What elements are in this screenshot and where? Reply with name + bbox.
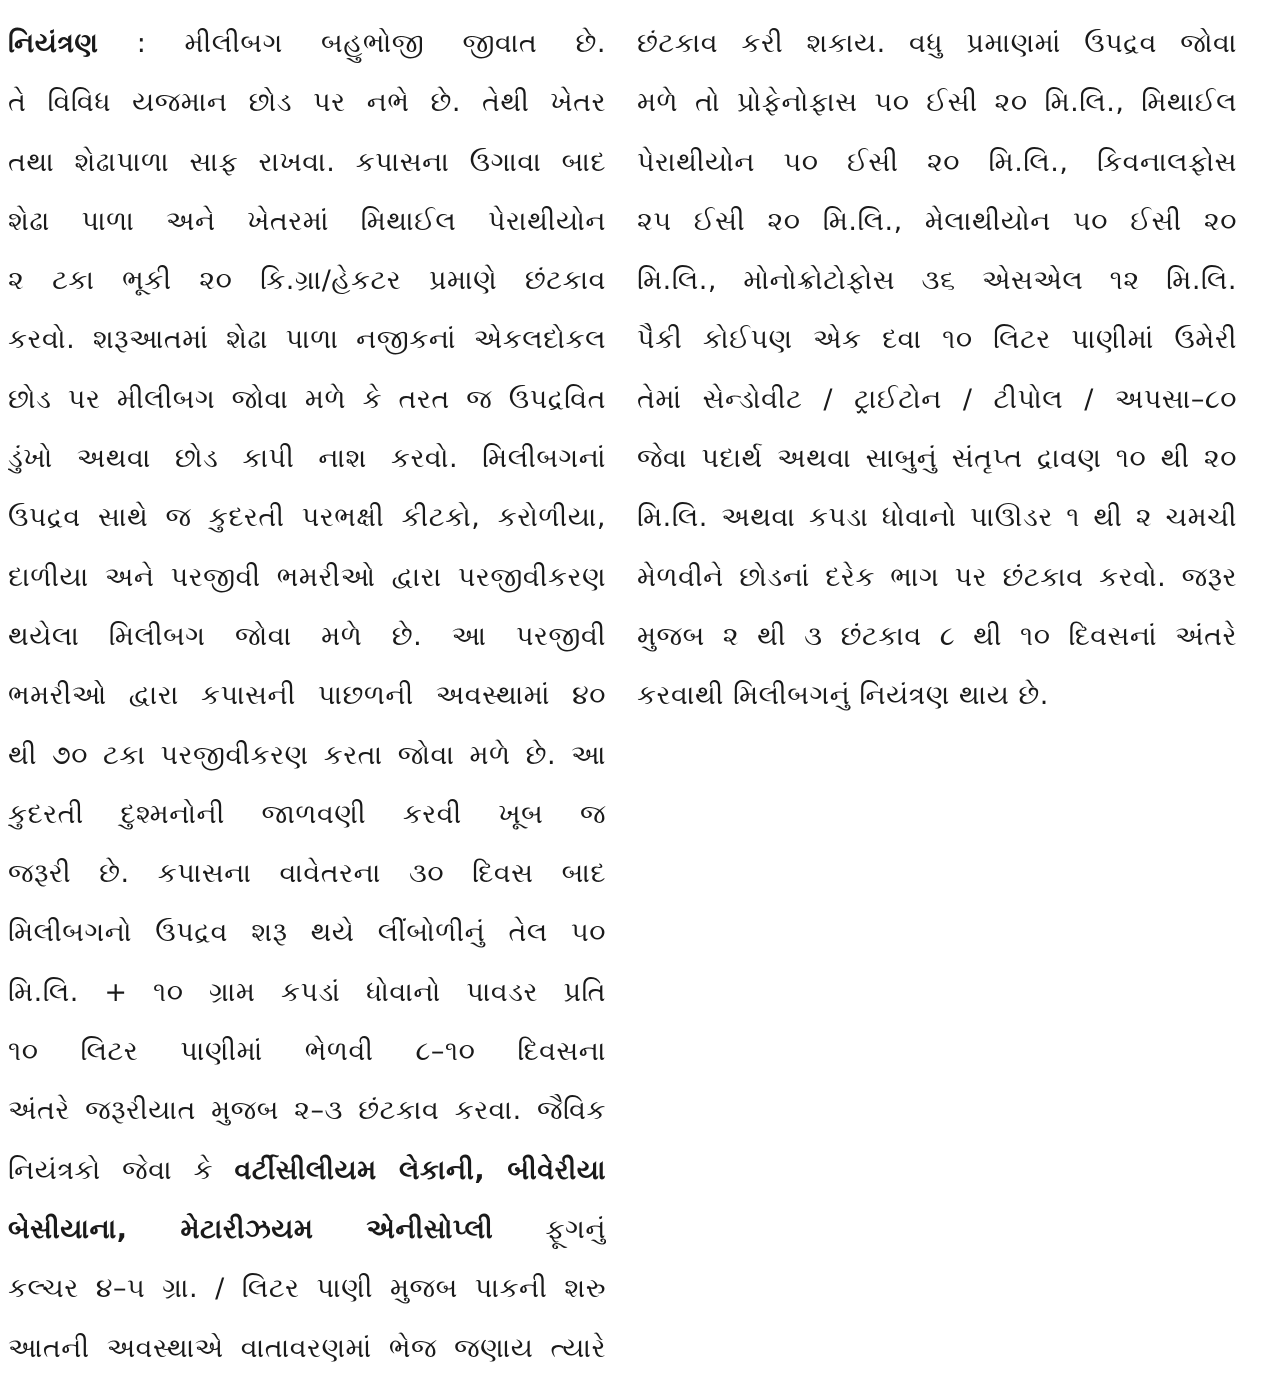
text-segment: જરૂરી છે. કપાસના વાવેતરના ૩૦ દિવસ બાદ [8, 858, 606, 890]
text-line [8, 251, 606, 310]
text-line [637, 251, 1237, 310]
text-line [637, 488, 1237, 547]
text-segment: કરવો. શરૂઆતમાં શેઢા પાળા નજીકનાં એકલદોકલ [8, 324, 606, 356]
text-segment: મિ.લિ. અથવા કપડા ધોવાનો પાઊડર ૧ થી ૨ ચમચી [637, 502, 1237, 534]
text-line [637, 429, 1237, 488]
text-line [637, 73, 1237, 132]
text-line [8, 73, 606, 132]
text-segment: પૈકી કોઈપણ એક દવા ૧૦ લિટર પાણીમાં ઉમેરી [637, 324, 1237, 356]
text-segment: મિલીબગનો ઉપદ્રવ શરૂ થયે લીંબોળીનું તેલ ૫૦ [8, 917, 606, 949]
bold-text-segment: વર્ટીસીલીયમ લેકાની, બીવેરીયા [234, 1154, 606, 1186]
text-line [637, 14, 1237, 73]
text-segment: મેળવીને છોડનાં દરેક ભાગ પર છંટકાવ કરવો. જરૂર [637, 561, 1237, 593]
text-segment: છોડ પર મીલીબગ જોવા મળે કે તરત જ ઉપદ્રવિત [8, 383, 606, 415]
text-line [637, 548, 1237, 607]
text-segment: નિયંત્રકો જેવા કે [8, 1154, 235, 1186]
text-segment: મુજબ ૨ થી ૩ છંટકાવ ૮ થી ૧૦ દિવસનાં અંતરે [637, 620, 1237, 652]
text-segment: આતની અવસ્થાએ વાતાવરણમાં ભેજ જણાય ત્યારે [8, 1332, 606, 1364]
text-segment: તેમાં સેન્ડોવીટ / ટ્રાઈટોન / ટીપોલ / અપસા–૮૦ [637, 383, 1237, 415]
bold-text-segment: નિયંત્રણ [8, 28, 99, 59]
text-line [8, 903, 606, 962]
text-segment: ૨ ટકા ભૂકી ૨૦ કિ.ગ્રા/હેકટર પ્રમાણે છંટકાવ [8, 265, 606, 297]
text-line [8, 310, 606, 369]
text-segment: ફૂગનું [493, 1213, 606, 1245]
text-line [8, 370, 606, 429]
text-line [8, 488, 606, 547]
text-segment: શેઢા પાળા અને ખેતરમાં મિથાઈલ પેરાથીયોન [8, 205, 606, 237]
text-segment: મળે તો પ્રોફેનોફાસ ૫૦ ઈસી ૨૦ મિ.લિ., મિથાઈલ [637, 87, 1237, 119]
text-line [8, 785, 606, 844]
text-segment: કુદરતી દુશ્મનોની જાળવણી કરવી ખૂબ જ [8, 798, 606, 830]
text-segment: ઉપદ્રવ સાથે જ કુદરતી પરભક્ષી કીટકો, કરોળીયા, [8, 502, 606, 534]
text-line [637, 192, 1237, 251]
text-segment: ૧૦ લિટર પાણીમાં ભેળવી ૮–૧૦ દિવસના [8, 1036, 606, 1068]
text-segment: દાળીયા અને પરજીવી ભમરીઓ દ્વારા પરજીવીકરણ [8, 561, 606, 593]
text-line [8, 963, 606, 1022]
text-line [8, 14, 606, 73]
text-segment: પેરાથીયોન ૫૦ ઈસી ૨૦ મિ.લિ., કિવનાલફોસ [637, 146, 1237, 178]
text-segment: થયેલા મિલીબગ જોવા મળે છે. આ પરજીવી [8, 620, 606, 652]
text-line [637, 666, 1237, 725]
text-segment: જેવા પદાર્થ અથવા સાબુનું સંતૃપ્ત દ્રાવણ ૧૦ થી ૨૦ [637, 443, 1237, 475]
text-segment: થી ૭૦ ટકા પરજીવીકરણ કરતા જોવા મળે છે. આ [8, 739, 606, 771]
text-line [8, 1200, 606, 1259]
text-column-right [637, 14, 1237, 726]
text-segment: કરવાથી મિલીબગનું નિયંત્રણ થાય છે. [637, 680, 1049, 712]
bold-text-segment: બેસીયાના, મેટારીઝયમ એનીસોપ્લી [8, 1213, 494, 1245]
text-segment: ભમરીઓ દ્વારા કપાસની પાછળની અવસ્થામાં ૪૦ [8, 680, 606, 712]
text-segment: મિ.લિ. + ૧૦ ગ્રામ કપડાં ધોવાનો પાવડર પ્રતિ [8, 976, 606, 1008]
text-line [637, 310, 1237, 369]
text-column-left [8, 14, 606, 1378]
text-segment: : મીલીબગ બહુભોજી જીવાત છે. [98, 28, 606, 59]
text-line [8, 1141, 606, 1200]
text-segment: ડુંખો અથવા છોડ કાપી નાશ કરવો. મિલીબગનાં [8, 443, 606, 475]
text-line [8, 1319, 606, 1378]
text-line [8, 133, 606, 192]
text-line [8, 666, 606, 725]
text-line [637, 607, 1237, 666]
text-line [8, 429, 606, 488]
text-line [8, 1022, 606, 1081]
text-segment: અંતરે જરૂરીયાત મુજબ ૨–૩ છંટકાવ કરવા. જૈવિક [8, 1095, 606, 1127]
text-segment: છંટકાવ કરી શકાય. વધુ પ્રમાણમાં ઉપદ્રવ જોવા [637, 28, 1237, 59]
text-line [8, 726, 606, 785]
text-segment: ૨૫ ઈસી ૨૦ મિ.લિ., મેલાથીયોન ૫૦ ઈસી ૨૦ [637, 205, 1237, 237]
text-segment: તે વિવિધ યજમાન છોડ પર નભે છે. તેથી ખેતર [8, 87, 606, 119]
text-line [8, 607, 606, 666]
text-segment: તથા શેઢાપાળા સાફ રાખવા. કપાસના ઉગાવા બાદ [8, 146, 606, 178]
text-line [8, 548, 606, 607]
text-line [637, 370, 1237, 429]
text-segment: મિ.લિ., મોનોક્રોટોફોસ ૩૬ એસએલ ૧૨ મિ.લિ. [637, 265, 1237, 297]
text-line [637, 133, 1237, 192]
text-line [8, 1081, 606, 1140]
text-line [8, 1259, 606, 1318]
text-segment: કલ્ચર ૪–૫ ગ્રા. / લિટર પાણી મુજબ પાકની શરુ [8, 1273, 606, 1305]
text-line [8, 192, 606, 251]
text-line [8, 844, 606, 903]
